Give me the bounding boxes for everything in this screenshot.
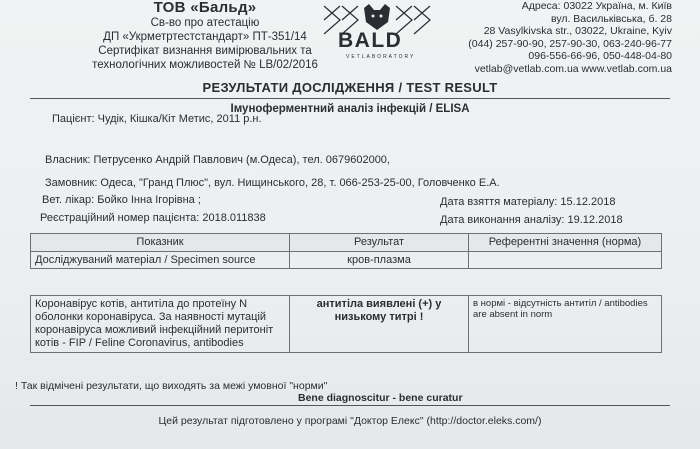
- col-reference: Референтні значення (норма): [469, 234, 662, 252]
- fip-reference: в нормі - відсутність антитіл / antibodies are absent in norm: [469, 296, 662, 353]
- logo-wordmark: BALD: [338, 29, 403, 52]
- lab-credentials: [70, 0, 340, 72]
- material-value: кров-плазма: [290, 252, 469, 269]
- owner-line: Власник: Петрусенко Андрій Павлович (м.Одеса), тел. 0679602000,: [45, 154, 390, 166]
- latin-motto: Bene diagnoscitur - bene curatur: [298, 392, 463, 404]
- table-row: [31, 296, 662, 353]
- attestation-line: Св-во про атестацію: [150, 17, 260, 29]
- fip-indicator: Коронавірус котів, антитіла до протеїну N оболонки коронавіруса. За наявності мутацій коронавіруса можливий інфекційний перитоніт котів - FIP / Feline Coronavirus, antibodies: [31, 296, 290, 353]
- address-ua-1: Адреса: 03022 Україна, м. Київ: [521, 0, 672, 12]
- material-label: Досліджуваний матеріал / Specimen source: [31, 252, 290, 269]
- title-divider: [30, 98, 670, 99]
- col-indicator: Показник: [31, 234, 290, 252]
- email-web: vetlab@vetlab.com.ua www.vetlab.com.ua: [474, 62, 672, 75]
- registry-number: Реєстраційний номер пацієнта: 2018.011838: [40, 212, 266, 224]
- results-header: [31, 234, 662, 252]
- phones-1: 096-556-66-96, 050-448-04-80: [528, 50, 672, 62]
- material-reference: [469, 252, 662, 269]
- report-title: РЕЗУЛЬТАТИ ДОСЛІДЖЕННЯ / TEST RESULT: [202, 80, 498, 95]
- sample-date: Дата взяття матеріалу: 15.12.2018: [440, 196, 616, 208]
- software-footer: Цей результат підготовлено у програмі "Доктор Елекс" (http://doctor.eleks.com/): [158, 415, 542, 427]
- analysis-title: Імуноферментний аналіз інфекцій / ELISA: [230, 103, 470, 115]
- patient-line: Пацієнт: Чудік, Кішка/Кіт Метис, 2011 р.н.: [52, 113, 262, 125]
- customer-line: Замовник: Одеса, "Гранд Плюс", вул. Нищинського, 28, т. 066-253-25-00, Головченко Е.А.: [45, 177, 500, 189]
- lab-contacts: [432, 0, 672, 75]
- address-en: 28 Vasylkivska str., 03022, Ukraine, Kyiv: [483, 25, 672, 37]
- lab-name: ТОВ «Бальд»: [153, 0, 257, 16]
- footer-divider: [30, 405, 670, 406]
- address-ua-2: вул. Васильківська, б. 28: [550, 12, 672, 25]
- logo-subtitle: VETLABORATORY: [346, 54, 416, 60]
- certifier-line: ДП «Укрметртестстандарт» ПТ-351/14: [103, 31, 307, 43]
- fip-result: антитіла виявлені (+) у низькому титрі !: [290, 296, 469, 353]
- certificate-line-1: Сертифікат визнання вимірювальних та: [98, 45, 312, 57]
- col-result: Результат: [290, 234, 469, 252]
- vet-line: Вет. лікар: Бойко Інна Ігорівна ;: [42, 194, 201, 206]
- table-row: [31, 252, 662, 269]
- results-table: [30, 233, 662, 353]
- certificate-line-2: технологічних можливостей № LB/02/2016: [92, 59, 318, 71]
- analysis-date: Дата виконання аналізу: 19.12.2018: [440, 214, 623, 226]
- out-of-range-note: ! Так відмічені результати, що виходять за межі умовної "норми": [15, 380, 328, 392]
- address-en-2: (044) 257-90-90, 257-90-30, 063-240-96-77: [468, 37, 672, 50]
